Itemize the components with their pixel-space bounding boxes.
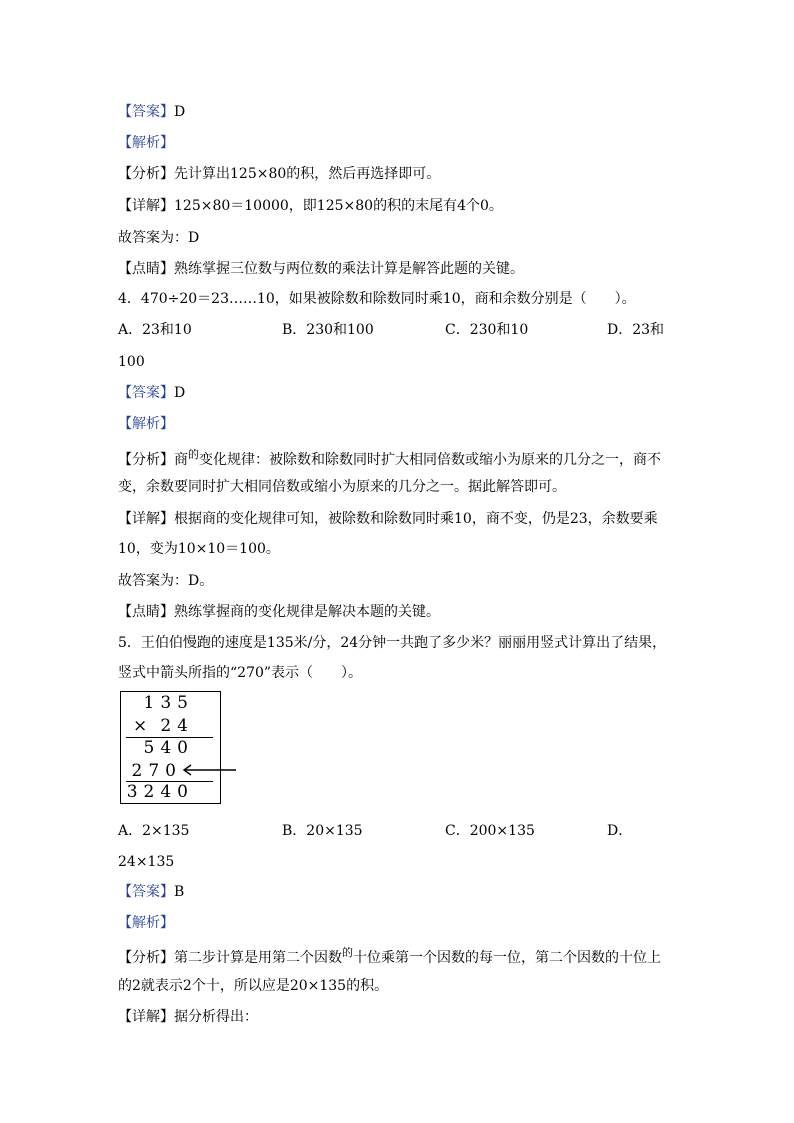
q4-option-a: A．23和10	[118, 322, 192, 338]
xiangjie-text: 125×80＝10000，即125×80的积的末尾有4个0。	[174, 198, 503, 214]
fenxi-text-b: 变化规律：被除数和除数同时扩大相同倍数或缩小为原来的几分之一，商不	[199, 452, 661, 468]
answer-value: D	[174, 104, 186, 120]
q5-jiexi	[118, 914, 174, 932]
answer-tag: 【答案】	[118, 884, 174, 900]
fenxi-tag: 【分析】	[118, 950, 174, 966]
jiexi-tag: 【解析】	[118, 915, 174, 931]
calc-multiplier: 24	[160, 716, 194, 736]
calc-partial-1: 540	[143, 738, 194, 758]
q4-option-b: B．230和100	[282, 322, 374, 338]
fenxi-text-a: 第二步计算是用第二个因数	[174, 950, 342, 966]
q5-stem-line1: 5．王伯伯慢跑的速度是135米/分，24分钟一共跑了多少米？丽丽用竖式计算出了结果，	[118, 635, 667, 651]
q5-option-d: D．	[607, 823, 633, 839]
fenxi-text-a: 商	[174, 452, 188, 468]
q5-option-b: B．20×135	[282, 823, 363, 839]
answer-tag: 【答案】	[118, 104, 174, 120]
calc-times-sign: ×	[133, 716, 148, 736]
q5-option-d-cont: 24×135	[118, 854, 175, 870]
dianjing-text: 熟练掌握三位数与两位数的乘法计算是解答此题的关键。	[174, 261, 524, 277]
dianjing-tag: 【点睛】	[118, 604, 174, 620]
xiangjie-text: 根据商的变化规律可知，被除数和除数同时乘10，商不变，仍是23，余数要乘	[174, 511, 658, 527]
dianjing-tag: 【点睛】	[118, 261, 174, 277]
answer-value: B	[174, 884, 185, 900]
q3-jiexi	[118, 134, 174, 152]
jiexi-tag: 【解析】	[118, 416, 174, 432]
calc-multiplicand: 135	[143, 693, 194, 713]
fenxi-tag: 【分析】	[118, 166, 174, 182]
q3-fenxi	[118, 165, 440, 183]
fenxi-tag: 【分析】	[118, 452, 174, 468]
jiexi-tag: 【解析】	[118, 135, 174, 151]
q5-fenxi-line2: 的2就表示2个十，所以应是20×135的积。	[118, 978, 389, 994]
q3-answer	[118, 103, 185, 121]
q3-conclusion: 故答案为：D	[118, 230, 200, 246]
answer-value: D	[174, 385, 186, 401]
q4-jiexi	[118, 415, 174, 433]
q4-answer	[118, 384, 185, 402]
xiangjie-tag: 【详解】	[118, 511, 174, 527]
q4-option-c: C．230和10	[445, 322, 529, 338]
q5-option-a: A．2×135	[118, 823, 190, 839]
q3-xiangjie	[118, 197, 503, 215]
q4-fenxi-line2: 变，余数要同时扩大相同倍数或缩小为原来的几分之一。据此解答即可。	[118, 479, 566, 495]
q4-xiangjie	[118, 510, 658, 528]
dianjing-text: 熟练掌握商的变化规律是解决本题的关键。	[174, 604, 440, 620]
q4-conclusion: 故答案为：D。	[118, 573, 214, 589]
xiangjie-tag: 【详解】	[118, 198, 174, 214]
xiangjie-tag: 【详解】	[118, 1009, 174, 1025]
fenxi-superscript: 的	[342, 946, 353, 959]
calc-product: 3240	[126, 782, 194, 802]
q4-stem: 4．470÷20＝23……10，如果被除数和除数同时乘10，商和余数分别是（ ）。	[118, 291, 636, 307]
q5-fenxi	[118, 946, 661, 968]
q5-option-c: C．200×135	[445, 823, 535, 839]
calc-partial-2: 270	[131, 761, 182, 781]
xiangjie-text: 据分析得出：	[174, 1009, 258, 1025]
q5-xiangjie	[118, 1008, 258, 1026]
fenxi-superscript: 的	[188, 448, 199, 461]
answer-tag: 【答案】	[118, 385, 174, 401]
q5-answer	[118, 883, 184, 901]
q4-xiangjie-line2: 10，变为10×10＝100。	[118, 541, 280, 557]
q4-option-d-cont: 100	[118, 354, 145, 370]
q4-dianjing	[118, 603, 440, 621]
q5-stem-line2: 竖式中箭头所指的“270”表示（ ）。	[118, 665, 363, 681]
q4-fenxi	[118, 448, 661, 470]
arrow-icon	[180, 763, 240, 777]
fenxi-text: 先计算出125×80的积，然后再选择即可。	[174, 166, 441, 182]
q3-dianjing	[118, 260, 524, 278]
q4-option-d: D．23和	[607, 322, 665, 338]
fenxi-text-b: 十位乘第一个因数的每一位，第二个因数的十位上	[353, 950, 661, 966]
vertical-multiplication	[120, 691, 221, 804]
